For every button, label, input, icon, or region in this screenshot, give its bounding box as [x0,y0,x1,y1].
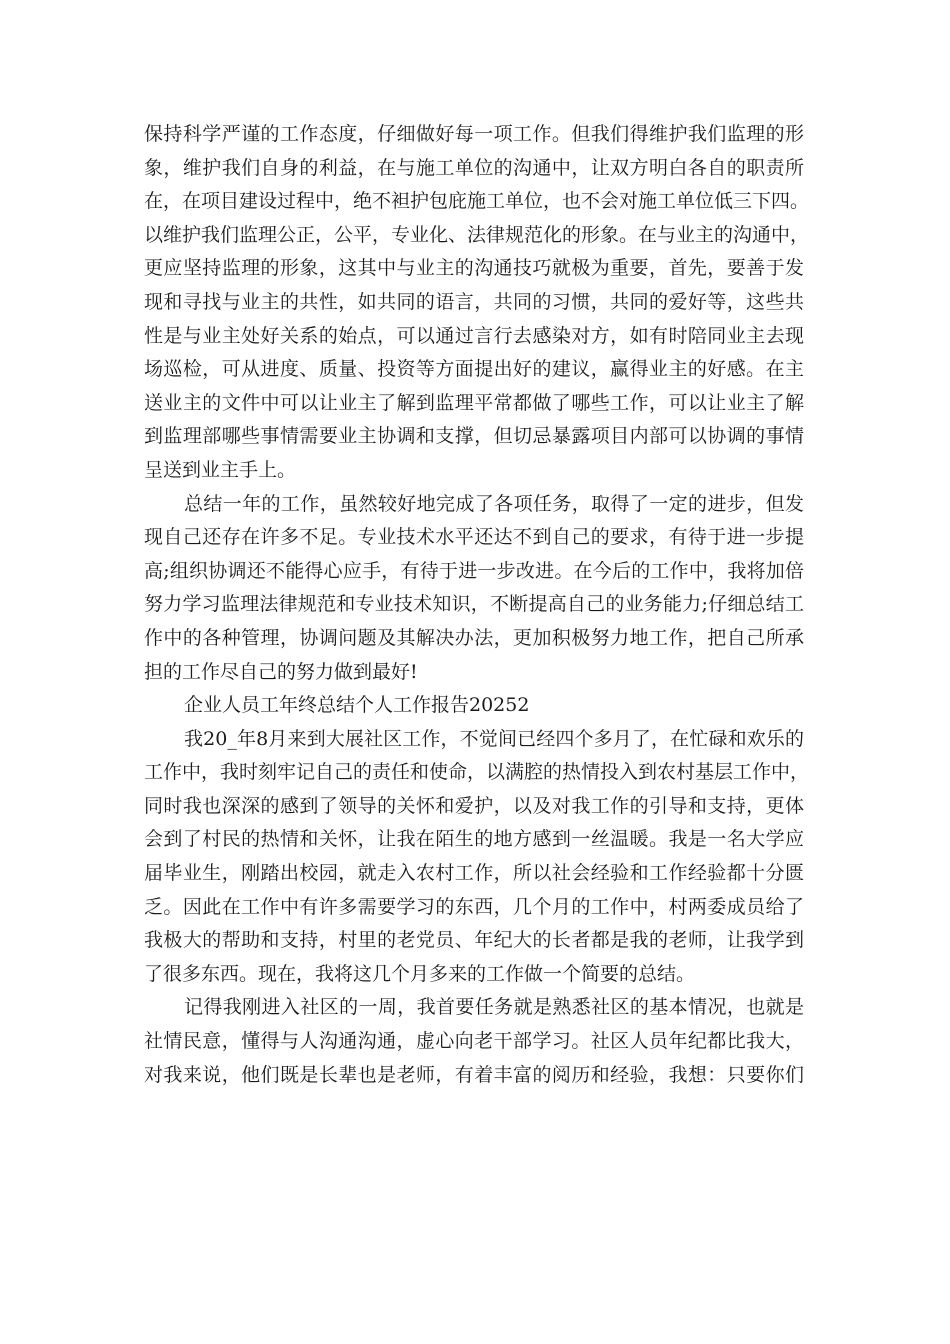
text-line: 努力学习监理法律规范和专业技术知识，不断提高自己的业务能力;仔细总结工 [144,593,804,616]
text-line: 了很多东西。现在，我将这几个月多来的工作做一个简要的总结。 [144,962,696,985]
text-line: 对我来说，他们既是长辈也是老师，有着丰富的阅历和经验，我想：只要你们 [144,1063,804,1086]
text-line: 作中的各种管理，协调问题及其解决办法，更加积极努力地工作，把自己所承 [144,626,804,649]
text-line: 会到了村民的热情和关怀，让我在陌生的地方感到一丝温暖。我是一名大学应 [144,828,804,851]
text-line: 场巡检，可从进度、质量、投资等方面提出好的建议，赢得业主的好感。在主 [144,358,804,381]
text-line: 性是与业主处好关系的始点，可以通过言行去感染对方，如有时陪同业主去现 [144,324,804,347]
text-line: 现自己还存在许多不足。专业技术水平还达不到自己的要求，有待于进一步提 [144,526,804,549]
text-line: 现和寻找与业主的共性，如共同的语言，共同的习惯，共同的爱好等，这些共 [144,290,804,313]
paragraph-first-week [144,991,804,1092]
text-line: 送业主的文件中可以让业主了解到监理平常都做了哪些工作，可以让业主了解 [144,391,804,414]
text-line: 乏。因此在工作中有许多需要学习的东西，几个月的工作中，村两委成员给了 [144,895,804,918]
text-line: 我极大的帮助和支持，村里的老党员、年纪大的长者都是我的老师，让我学到 [144,929,804,952]
section-heading: 企业人员工年终总结个人工作报告20252 [184,694,530,717]
paragraph-year-summary [144,488,804,690]
text-line: 在，在项目建设过程中，绝不袒护包庇施工单位，也不会对施工单位低三下四。 [144,190,810,213]
text-line: 总结一年的工作，虽然较好地完成了各项任务，取得了一定的进步，但发 [184,492,804,515]
text-line: 届毕业生，刚踏出校园，就走入农村工作，所以社会经验和工作经验都十分匮 [144,862,804,885]
paragraph-community-intro [144,723,810,992]
text-line: 更应坚持监理的形象，这其中与业主的沟通技巧就极为重要，首先，要善于发 [144,257,804,280]
text-line: 担的工作尽自己的努力做到最好! [144,660,418,683]
text-line: 到监理部哪些事情需要业主协调和支撑，但切忌暴露项目内部可以协调的事情 [144,425,804,448]
text-line: 象，维护我们自身的利益，在与施工单位的沟通中，让双方明白各自的职责所 [144,156,804,179]
text-line: 同时我也深深的感到了领导的关怀和爱护，以及对我工作的引导和支持，更体 [144,794,804,817]
text-line: 记得我刚进入社区的一周，我首要任务就是熟悉社区的基本情况，也就是 [184,996,804,1019]
paragraph-monitoring-conduct [144,118,810,488]
text-line: 社情民意，懂得与人沟通沟通，虚心向老干部学习。社区人员年纪都比我大， [144,1030,804,1053]
text-line: 工作中，我时刻牢记自己的责任和使命，以满腔的热情投入到农村基层工作中， [144,761,810,784]
document-page [144,118,810,1092]
text-line: 以维护我们监理公正，公平，专业化、法律规范化的形象。在与业主的沟通中， [144,223,810,246]
text-line: 保持科学严谨的工作态度，仔细做好每一项工作。但我们得维护我们监理的形 [144,123,804,145]
text-line: 我20_年8月来到大展社区工作，不觉间已经四个多月了，在忙碌和欢乐的 [184,727,804,750]
text-line: 高;组织协调还不能得心应手，有待于进一步改进。在今后的工作中，我将加倍 [144,559,804,582]
text-line: 呈送到业主手上。 [144,458,297,481]
